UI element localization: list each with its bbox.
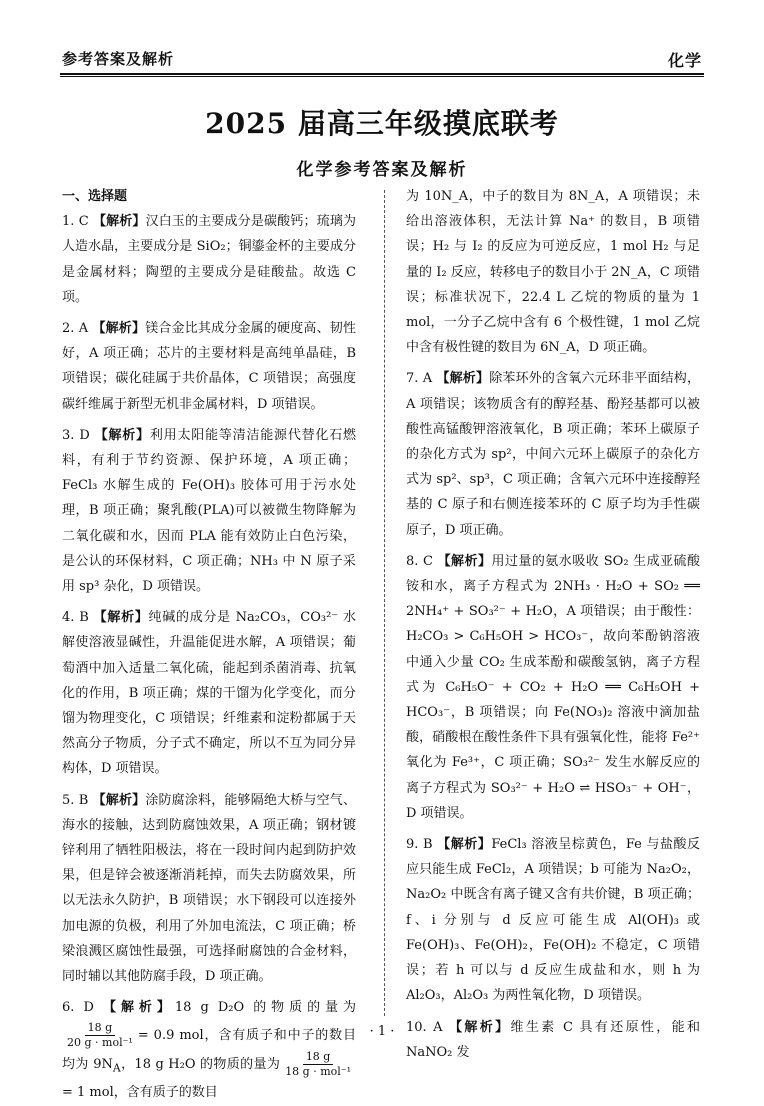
answer-1 [62, 209, 356, 310]
analysis-tag: 【解析】 [449, 1019, 511, 1035]
header-right: 化学 [667, 51, 702, 70]
answer-5 [62, 788, 356, 990]
page-subtitle: 化学参考答案及解析 [296, 160, 468, 180]
header-rule-thin [60, 76, 704, 77]
answer-text: 利用太阳能等清洁能源代替化石燃料，有利于节约资源、保护环境，A 项正确；FeCl₃ 水解生成的 Fe(OH)₃ 胶体可用于污水处理，B 项正确；聚乳酸(PLA)可以被微生物降解为二氧化碳和水，因而 PLA 能有效防止白色污染，是公认的环保材料，C 项正确；NH₃ 中 N 原子采用 sp³ 杂化，D 项错误。 [62, 427, 356, 595]
analysis-tag: 【解析】 [93, 610, 149, 626]
fraction-h2o [282, 1050, 354, 1079]
answer-text: FeCl₃ 溶液呈棕黄色，Fe 与盐酸反应只能生成 FeCl₂，A 项错误；b 可能为 Na₂O₂，Na₂O₂ 中既含有离子键又含有共价键，B 项正确；f、i 分别与 d 反应可能生成 Al(OH)₃ 或 Fe(OH)₃、Fe(OH)₂，Fe(OH)₂ 不稳定，C 项错误；若 h 可以与 d 反应生成盐和水，则 h 为 Al₂O₃，Al₂O₃ 为两性氧化物，D 项错误。 [406, 837, 701, 1004]
answer-number: 3. D [62, 427, 90, 443]
answer-number: 8. C [406, 553, 433, 569]
answer-text: = 1 mol，含有质子的数目 [62, 1085, 218, 1101]
page-title: 2025 届高三年级摸底联考 [205, 107, 559, 140]
answer-2 [62, 316, 356, 417]
section-heading: 一、选择题 [62, 189, 128, 204]
header-left: 参考答案及解析 [62, 50, 175, 68]
answer-number: 1. C [62, 214, 89, 230]
answer-9 [406, 832, 700, 1008]
analysis-tag: 【解析】 [437, 553, 492, 569]
answer-text: 除苯环外的含氧六元环非平面结构，A 项错误；该物质含有的醇羟基、酚羟基都可以被酸性高锰酸钾溶液氧化，B 项正确；苯环上碳原子的杂化方式为 sp²，中间六元环上碳原子的杂化方式为 sp²、sp³，C 项正确；含氧六元环中连接醇羟基的 C 原子和右侧连接苯环的 C 原子均为手性碳原子，D 项正确。 [406, 371, 700, 538]
answer-10 [406, 1015, 700, 1065]
analysis-tag: 【解析】 [94, 427, 150, 443]
analysis-tag: 【解析】 [92, 321, 146, 337]
analysis-tag: 【解析】 [92, 214, 146, 230]
answer-number: 7. A [406, 371, 433, 387]
answer-text: 维生素 C 具有还原性，能和 NaNO₂ 发 [406, 1019, 700, 1060]
answer-text: ，18 g H₂O 的物质的量为 [120, 1056, 281, 1072]
answer-text: 涂防腐涂料，能够隔绝大桥与空气、海水的接触，达到防腐蚀效果，A 项正确；钢材镀锌利用了牺牲阳极法，将在一段时间内起到防护效果，但是锌会被逐渐消耗掉，而失去防腐效果，所以无法永久防护，B 项错误；水下钢段可以连接外加电源的负极，利用了外加电流法，C 项正确；桥梁浪溅区腐蚀性最强，可选择耐腐蚀的合金材料，同时辅以其他防腐手段，D 项正确。 [62, 792, 356, 985]
answer-text: 18 g D₂O 的物质的量为 [174, 1000, 356, 1016]
fraction-numerator: 18 g [85, 1021, 116, 1036]
answer-6 [62, 995, 356, 1105]
answer-number: 4. B [62, 610, 89, 626]
page-number: · 1 · [369, 1024, 395, 1039]
answer-7 [406, 366, 700, 542]
subscript: A [112, 1061, 121, 1075]
fraction-numerator: 18 g [303, 1050, 334, 1065]
right-column [406, 184, 700, 1065]
answer-text: 汉白玉的主要成分是碳酸钙；琉璃为人造水晶，主要成分是 SiO₂；铜鎏金杯的主要成分是金属材料；陶塑的主要成分是硅酸盐。故选 C 项。 [62, 214, 356, 305]
answer-text: = 0.9 mol，含有质子和中子的数目均为 9N [62, 1027, 356, 1072]
answer-text: 用过量的氨水吸收 SO₂ 生成亚硫酸铵和水，离子方程式为 2NH₃ · H₂O + SO₂ ══ 2NH₄⁺ + SO₃²⁻ + H₂O，A 项错误；由于酸性：H₂CO₃ > C₆H₅OH > HCO₃⁻，故向苯酚钠溶液中通入少量 CO₂ 生成苯酚和碳酸氢钠，离子方程式为 C₆H₅O⁻ + CO₂ + H₂O ══ C₆H₅OH + HCO₃⁻，B 项错误；向 Fe(NO₃)₂ 溶液中滴加盐酸，硝酸根在酸性条件下具有强氧化性，能将 Fe²⁺ 氧化为 Fe³⁺，C 项正确；SO₃²⁻ 发生水解反应的离子方程式为 SO₃²⁻ + H₂O ⇌ HSO₃⁻ + OH⁻，D 项错误。 [406, 553, 700, 821]
analysis-tag: 【解析】 [437, 837, 492, 853]
answer-number: 6. D [62, 1000, 94, 1016]
column-divider [384, 190, 385, 1016]
answer-number: 5. B [62, 792, 89, 808]
analysis-tag: 【解析】 [103, 1000, 175, 1016]
analysis-tag: 【解析】 [436, 371, 490, 387]
fraction-denominator: 20 g · mol⁻¹ [67, 1035, 133, 1049]
answer-text: 纯碱的成分是 Na₂CO₃，CO₃²⁻ 水解使溶液显碱性，升温能促进水解，A 项错误；葡萄酒中加入适量二氧化硫，能起到杀菌消毒、抗氧化的作用，B 项正确；煤的干馏为化学变化，而分馏为物理变化，C 项错误；纤维素和淀粉都属于天然高分子物质，分子式不确定，所以不互为同分异构体，D 项错误。 [62, 610, 357, 777]
answer-8 [406, 549, 700, 826]
analysis-tag: 【解析】 [92, 792, 146, 808]
answer-number: 2. A [62, 321, 89, 337]
answer-number: 10. A [406, 1019, 443, 1035]
fraction-denominator: 18 g · mol⁻¹ [285, 1064, 351, 1078]
left-column [62, 184, 356, 1106]
header-rule [60, 73, 704, 75]
answer-3 [62, 423, 356, 599]
answer-text: 镁合金比其成分金属的硬度高、韧性好，A 项正确；芯片的主要材料是高纯单晶硅，B 项错误；碳化硅属于共价晶体，C 项错误；高强度碳纤维属于新型无机非金属材料，D 项错误。 [62, 321, 356, 412]
answer-number: 9. B [406, 837, 433, 853]
answer-4 [62, 605, 356, 781]
answer-6-continued: 为 10N_A，中子的数目为 8N_A，A 项错误；未给出溶液体积，无法计算 Na⁺ 的数目，B 项错误；H₂ 与 I₂ 的反应为可逆反应，1 mol H₂ 与足量的 I₂ 反应，转移电子的数目小于 2N_A，C 项错误；标准状况下，22.4 L 乙烷的物质的量为 1 mol，一分子乙烷中含有 6 个极性键，1 mol 乙烷中含有极性键的数目为 6N_A，D 项正确。 [406, 189, 700, 356]
